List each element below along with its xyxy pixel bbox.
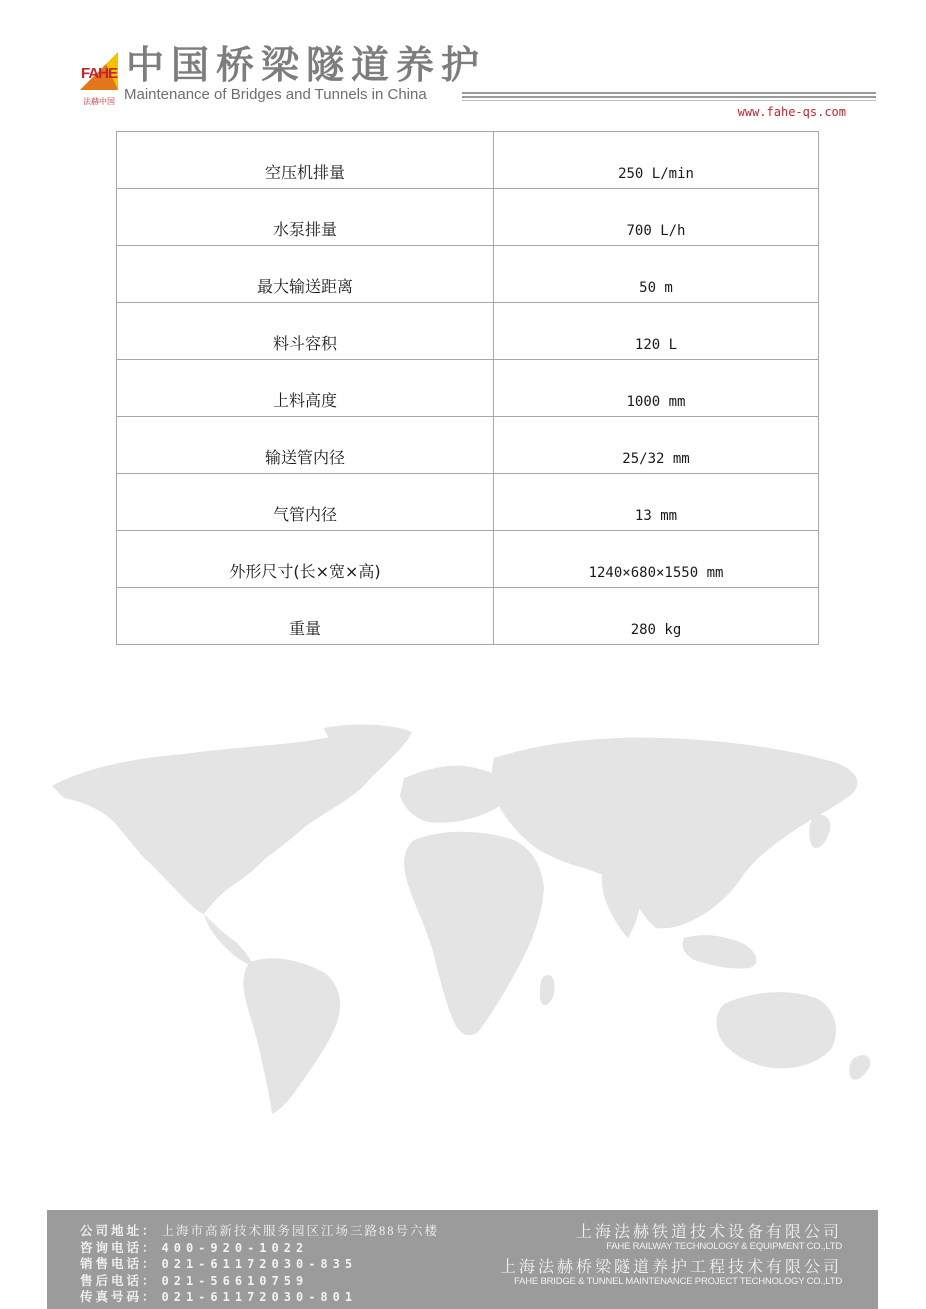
contact-info bbox=[80, 1223, 439, 1306]
company-names bbox=[500, 1222, 842, 1288]
spec-label: 外形尺寸(长×宽×高) bbox=[117, 531, 494, 588]
website-link[interactable]: www.fahe-qs.com bbox=[737, 105, 846, 119]
spec-value: 50 m bbox=[494, 246, 819, 303]
contact-label: 传真号码： bbox=[80, 1289, 158, 1304]
table-row bbox=[117, 189, 819, 246]
page-header bbox=[0, 0, 926, 130]
company1-name-cn: 上海法赫铁道技术设备有限公司 bbox=[575, 1222, 842, 1241]
contact-label: 公司地址： bbox=[80, 1223, 158, 1238]
header-title-cn: 中国桥梁隧道养护 bbox=[126, 43, 487, 87]
company1-name-en: FAHE RAILWAY TECHNOLOGY & EQUIPMENT CO.,LTD bbox=[606, 1241, 842, 1252]
spec-label: 上料高度 bbox=[117, 360, 494, 417]
spec-label: 气管内径 bbox=[117, 474, 494, 531]
spec-value: 1240×680×1550 mm bbox=[494, 531, 819, 588]
spec-label: 料斗容积 bbox=[117, 303, 494, 360]
table-row bbox=[117, 246, 819, 303]
svg-text:FAHE: FAHE bbox=[80, 65, 118, 82]
spec-table bbox=[116, 131, 819, 645]
table-row bbox=[117, 531, 819, 588]
contact-label: 售后电话： bbox=[80, 1272, 158, 1288]
spec-value: 700 L/h bbox=[494, 189, 819, 246]
contact-label: 销售电话： bbox=[80, 1256, 158, 1271]
spec-label: 水泵排量 bbox=[117, 189, 494, 246]
contact-sales-phone: 021-61172030-835 bbox=[161, 1257, 358, 1271]
contact-row-address bbox=[80, 1223, 439, 1240]
contact-address: 上海市高新技术服务园区江场三路88号六楼 bbox=[161, 1224, 440, 1238]
contact-row-service bbox=[80, 1273, 439, 1290]
spec-label: 输送管内径 bbox=[117, 417, 494, 474]
contact-fax: 021-61172030-801 bbox=[161, 1290, 358, 1304]
fahe-logo-icon bbox=[78, 44, 120, 108]
spec-value: 120 L bbox=[494, 303, 819, 360]
header-rule bbox=[462, 96, 876, 98]
table-row bbox=[117, 132, 819, 189]
table-row bbox=[117, 303, 819, 360]
header-rule bbox=[462, 92, 876, 94]
table-row bbox=[117, 417, 819, 474]
world-map-watermark bbox=[44, 718, 884, 1118]
contact-inquiry-phone: 400-920-1022 bbox=[161, 1240, 309, 1255]
header-title-en: Maintenance of Bridges and Tunnels in China bbox=[124, 86, 427, 103]
contact-label: 咨询电话： bbox=[80, 1239, 158, 1255]
spec-label: 最大输送距离 bbox=[117, 246, 494, 303]
spec-label: 重量 bbox=[117, 588, 494, 645]
contact-row-fax bbox=[80, 1289, 439, 1306]
table-row bbox=[117, 588, 819, 645]
spec-value: 1000 mm bbox=[494, 360, 819, 417]
contact-row-inquiry bbox=[80, 1240, 439, 1257]
table-row bbox=[117, 474, 819, 531]
spec-value: 280 kg bbox=[494, 588, 819, 645]
contact-service-phone: 021-56610759 bbox=[161, 1273, 309, 1288]
spec-value: 13 mm bbox=[494, 474, 819, 531]
company2-name-cn: 上海法赫桥梁隧道养护工程技术有限公司 bbox=[499, 1257, 842, 1276]
page-footer bbox=[47, 1210, 878, 1309]
table-row bbox=[117, 360, 819, 417]
header-rule bbox=[462, 100, 876, 101]
spec-value: 250 L/min bbox=[494, 132, 819, 189]
company2-name-en: FAHE BRIDGE & TUNNEL MAINTENANCE PROJECT TECHNOLOGY CO.,LTD bbox=[514, 1276, 842, 1287]
contact-row-sales bbox=[80, 1256, 439, 1273]
spec-value: 25/32 mm bbox=[494, 417, 819, 474]
svg-text:法赫中国: 法赫中国 bbox=[83, 97, 115, 106]
spec-label: 空压机排量 bbox=[117, 132, 494, 189]
